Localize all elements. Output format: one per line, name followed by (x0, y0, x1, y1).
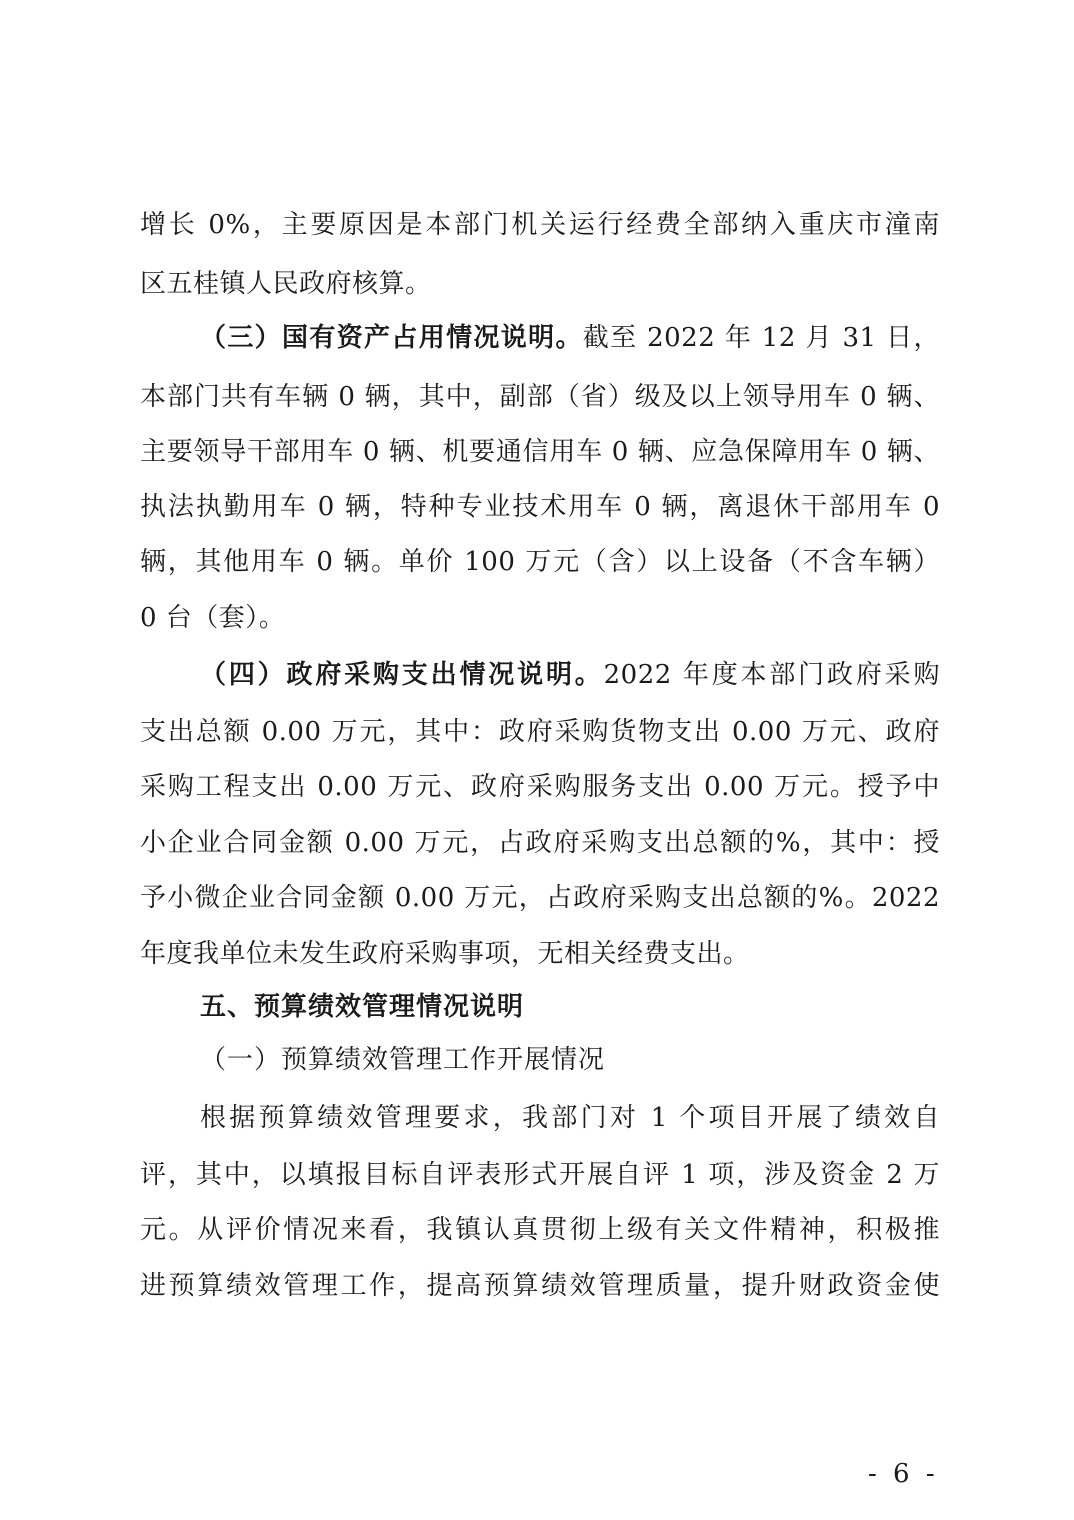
paragraph-first-line: 根据预算绩效管理要求，我部门对 1 个项目开展了绩效自 (200, 1103, 940, 1133)
paragraph-line: 评，其中，以填报目标自评表形式开展自评 1 项，涉及资金 2 万 (140, 1160, 940, 1190)
paragraph-line: 0 台（套）。 (140, 603, 286, 633)
paragraph-line: 区五桂镇人民政府核算。 (140, 269, 432, 299)
paragraph-line: 元。从评价情况来看，我镇认真贯彻上级有关文件精神，积极推 (140, 1215, 940, 1245)
subsection-heading: （一）预算绩效管理工作开展情况 (200, 1045, 606, 1075)
paragraph-line: 支出总额 0.00 万元，其中：政府采购货物支出 0.00 万元、政府 (140, 717, 940, 747)
paragraph-line: 执法执勤用车 0 辆，特种专业技术用车 0 辆，离退休干部用车 0 (140, 492, 940, 522)
page-number: - 6 - (868, 1459, 939, 1489)
paragraph-line: 进预算绩效管理工作，提高预算绩效管理质量，提升财政资金使 (140, 1271, 940, 1301)
paragraph-line: 增长 0%，主要原因是本部门机关运行经费全部纳入重庆市潼南 (140, 210, 940, 240)
paragraph-line: 辆，其他用车 0 辆。单价 100 万元（含）以上设备（不含车辆） (140, 547, 940, 577)
paragraph-line: 主要领导干部用车 0 辆、机要通信用车 0 辆、应急保障用车 0 辆、 (140, 437, 940, 467)
paragraph-line: 本部门共有车辆 0 辆，其中，副部（省）级及以上领导用车 0 辆、 (140, 382, 940, 412)
paragraph-line: 采购工程支出 0.00 万元、政府采购服务支出 0.00 万元。授予中 (140, 772, 940, 802)
paragraph-text: 截至 2022 年 12 月 31 日， (582, 323, 940, 353)
paragraph-lead: （三）国有资产占用情况说明。 (200, 323, 583, 353)
paragraph-text: 2022 年度本部门政府采购 (603, 660, 940, 690)
section-heading: 五、预算绩效管理情况说明 (200, 992, 525, 1022)
paragraph-lead: （四）政府采购支出情况说明。 (200, 660, 604, 690)
paragraph-first-line (200, 318, 940, 358)
paragraph-first-line (200, 655, 940, 695)
paragraph-line: 予小微企业合同金额 0.00 万元，占政府采购支出总额的%。2022 (140, 883, 940, 913)
paragraph-line: 年度我单位未发生政府采购事项，无相关经费支出。 (140, 939, 750, 969)
paragraph-line: 小企业合同金额 0.00 万元，占政府采购支出总额的%，其中：授 (140, 828, 940, 858)
